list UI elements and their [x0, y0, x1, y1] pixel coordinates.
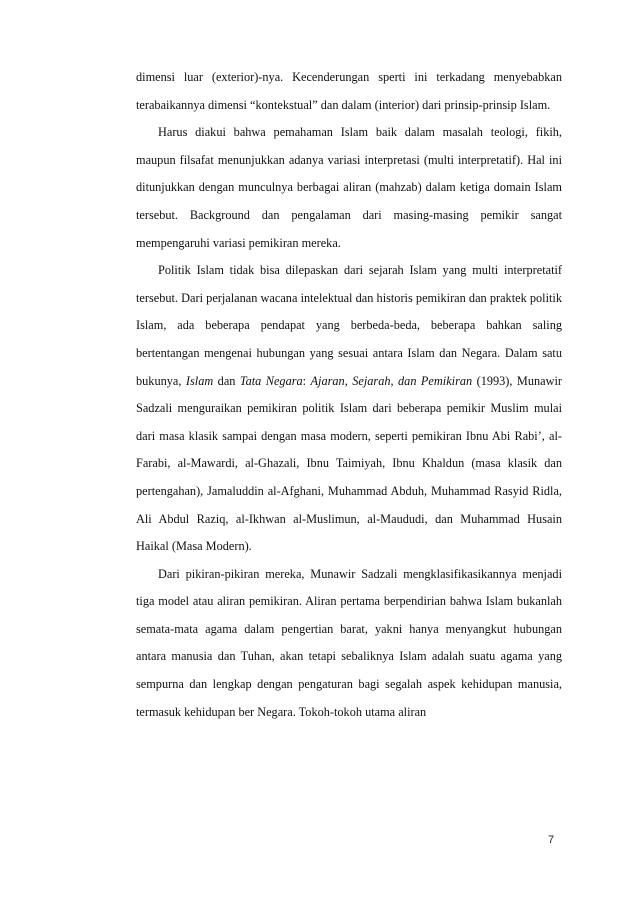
paragraph-2-text: Harus diakui bahwa pemahaman Islam baik dalam masalah teologi, fikih, maupun filsafat menunjukkan adanya variasi interpretasi (multi interpretatif). Hal ini ditunjukkan dengan munculnya berbagai aliran (mahzab) dalam ketiga domain Islam tersebut. Background dan pengalaman dari masing-masing pemikir sangat mempengaruhi variasi pemikiran mereka.: [136, 125, 562, 250]
paragraph-3-text-b: dan: [213, 373, 240, 388]
book-subtitle: Ajaran, Sejarah, dan Pemikiran: [310, 373, 473, 388]
paragraph-1: [136, 64, 562, 119]
paragraph-2: [136, 119, 562, 257]
paragraph-1-text: dimensi luar (exterior)-nya. Kecenderungan sperti ini terkadang menyebabkan terabaikannya dimensi “kontekstual” dan dalam (interior) dari prinsip-prinsip Islam.: [136, 70, 562, 112]
paragraph-3-text-c: :: [302, 373, 311, 388]
paragraph-4-text: Dari pikiran-pikiran mereka, Munawir Sadzali mengklasifikasikannya menjadi tiga model atau aliran pemikiran. Aliran pertama berpendirian bahwa Islam bukanlah semata-mata agama dalam pengertian barat, yakni hanya menyangkut hubungan antara manusia dan Tuhan, akan tetapi sebaliknya Islam adalah suatu agama yang sempurna dan lengkap dengan pengaturan bagi segalah aspek kehidupan manusia, termasuk kehidupan ber Negara. Tokoh-tokoh utama aliran: [136, 566, 562, 719]
paragraph-3-text-a: Politik Islam tidak bisa dilepaskan dari sejarah Islam yang multi interpretatif tersebut. Dari perjalanan wacana intelektual dan historis pemikiran dan praktek politik Islam, ada beberapa pendapat yang berbeda-beda, beberapa bahkan saling bertentangan mengenai hubungan yang sesuai antara Islam dan Negara. Dalam satu bukunya,: [136, 263, 562, 388]
page-number: 7: [548, 834, 555, 846]
book-title-tata-negara: Tata Negara: [239, 373, 303, 388]
paragraph-3-text-d: (1993), Munawir Sadzali menguraikan pemikiran politik Islam dari beberapa pemikir Muslim mulai dari masa klasik sampai dengan masa modern, seperti pemikiran Ibnu Abi Rabi’, al-Farabi, al-Mawardi, al-Ghazali, Ibnu Taimiyah, Ibnu Khaldun (masa klasik dan pertengahan), Jamaluddin al-Afghani, Muhammad Abduh, Muhammad Rasyid Ridla, Ali Abdul Raziq, al-Ikhwan al-Muslimun, al-Maududi, dan Muhammad Husain Haikal (Masa Modern).: [136, 373, 563, 554]
book-title-islam: Islam: [185, 373, 214, 388]
paragraph-4: [136, 561, 562, 727]
paragraph-3: [136, 257, 562, 561]
body-text: [136, 64, 562, 726]
